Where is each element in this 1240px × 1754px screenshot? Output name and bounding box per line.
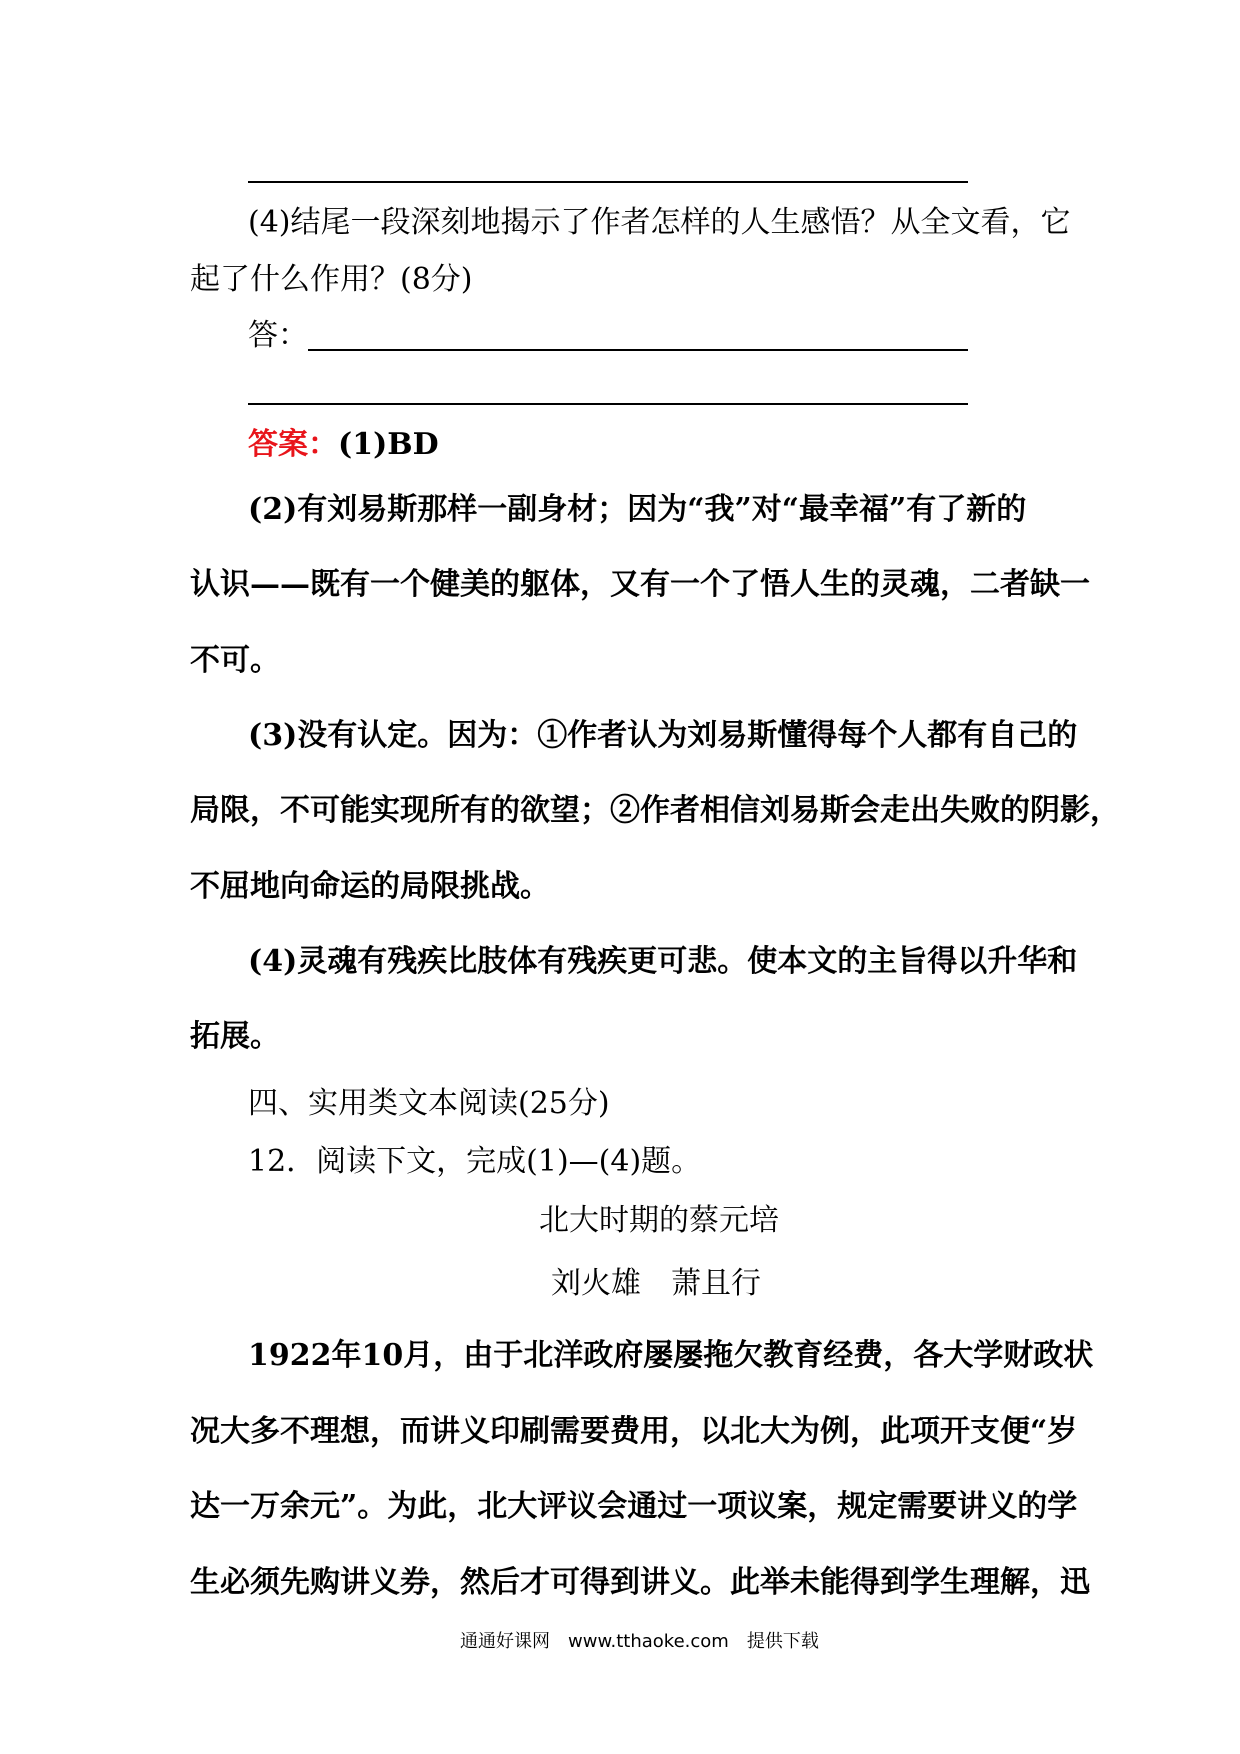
answer-4-line-2: 拓展。 [190,1019,280,1054]
article-paragraph-line-3: 达一万余元”。为此，北大评议会通过一项议案，规定需要讲义的学 [190,1489,1078,1524]
article-title: 北大时期的蔡元培 [539,1203,779,1238]
article-paragraph-line-4: 生必须先购讲义券，然后才可得到讲义。此举未能得到学生理解，迅 [190,1565,1090,1600]
answer-blank-line [248,181,968,183]
article-authors: 刘火雄 萧且行 [551,1266,761,1301]
answer-4-line-1: (4)灵魂有残疾比肢体有残疾更可悲。使本文的主旨得以升华和 [248,944,1078,979]
question-12-instruction: 12．阅读下文，完成(1)—(4)题。 [248,1144,702,1179]
answer-2-line-3: 不可。 [190,643,280,678]
article-paragraph-line-1: 1922年10月，由于北洋政府屡屡拖欠教育经费，各大学财政状 [248,1338,1094,1373]
answer-key-line [248,425,439,465]
answer-blank-line [308,349,968,351]
answer-prompt-label: 答： [248,318,308,353]
answer-blank-line [248,403,968,405]
footer-source-text: 通通好课网 www.tthaoke.com 提供下载 [460,1631,819,1652]
answer-3-line-1: (3)没有认定。因为：①作者认为刘易斯懂得每个人都有自己的 [248,718,1078,753]
question-4-line-2: 起了什么作用？(8分) [190,262,473,297]
answer-key-label: 答案： [248,427,338,462]
answer-1: (1)BD [338,427,439,462]
answer-2-line-1: (2)有刘易斯那样一副身材；因为“我”对“最幸福”有了新的 [248,492,1027,527]
answer-3-line-3: 不屈地向命运的局限挑战。 [190,869,550,904]
answer-2-line-2: 认识——既有一个健美的躯体，又有一个了悟人生的灵魂，二者缺一 [190,567,1090,602]
answer-3-line-2: 局限，不可能实现所有的欲望；②作者相信刘易斯会走出失败的阴影， [190,793,1120,828]
article-paragraph-line-2: 况大多不理想，而讲义印刷需要费用，以北大为例，此项开支便“岁 [190,1414,1078,1449]
section-heading: 四、实用类文本阅读(25分) [248,1086,610,1121]
question-4-line-1: (4)结尾一段深刻地揭示了作者怎样的人生感悟？从全文看，它 [248,205,1071,240]
